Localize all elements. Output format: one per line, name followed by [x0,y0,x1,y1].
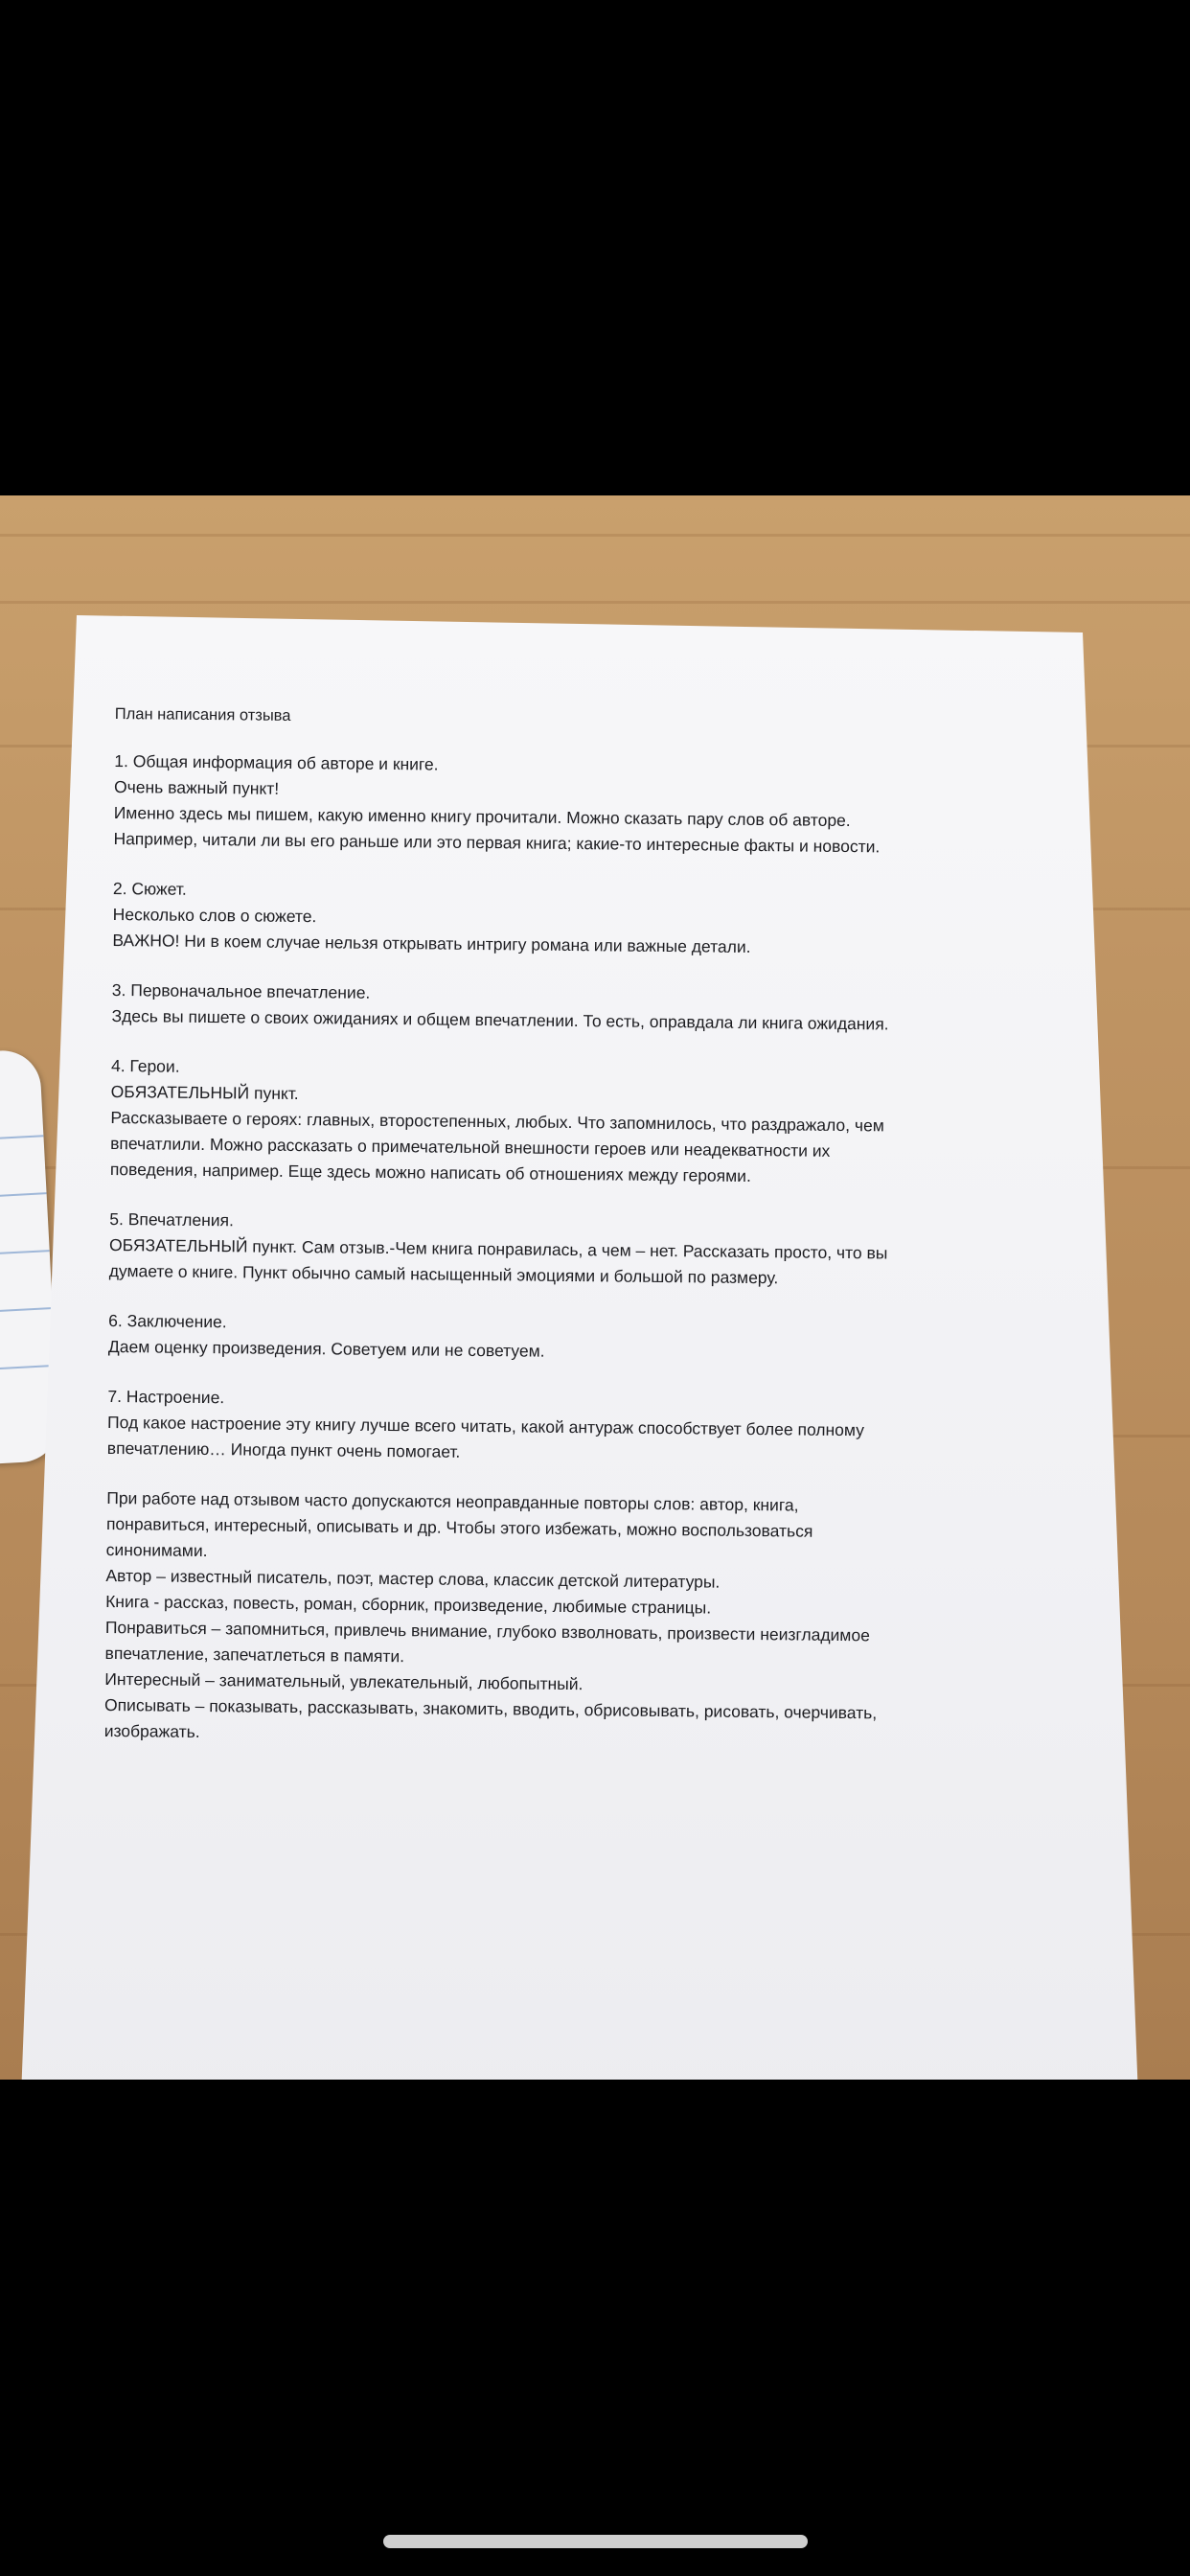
synonyms-line: синонимами. [105,1539,208,1561]
section-5 [109,1207,973,1293]
synonyms-line: Книга - рассказ, повесть, роман, сборник, произведение, любимые страницы. [105,1591,712,1618]
document-text [104,702,977,1753]
document-title: План написания отзыва [114,704,291,724]
section-line: поведения, например. Еще здесь можно написать об отношениях между героями. [109,1159,751,1185]
section-heading: 1. Общая информация об авторе и книге. [114,750,439,774]
synonyms-line: Описывать – показывать, рассказывать, знакомить, вводить, обрисовывать, рисовать, очерчивать, [103,1694,878,1723]
section-heading: 4. Герои. [110,1055,180,1076]
section-line: Даем оценку произведения. Советуем или не советуем. [107,1336,545,1361]
section-heading: 3. Первоначальное впечатление. [111,979,371,1002]
synonyms-line: Автор – известный писатель, поэт, мастер слова, классик детской литературы. [105,1565,721,1592]
synonyms-line: понравиться, интересный, описывать и др. Чтобы этого избежать, можно воспользоваться [105,1513,813,1541]
notebook-rule [0,1307,53,1315]
section-line: впечатлили. Можно рассказать о примечательной внешности героев или неадекватности их [110,1133,831,1161]
synonyms-line: Интересный – занимательный, увлекательный, любопытный. [104,1668,584,1694]
section-line: ОБЯЗАТЕЛЬНЫЙ пункт. [110,1081,299,1104]
section-3 [111,978,974,1038]
wood-grain [0,601,1190,604]
section-1 [113,748,976,861]
synonyms-block [104,1485,970,1753]
section-line: ВАЖНО! Ни в коем случае нельзя открывать интригу романа или важные детали. [112,930,751,956]
notebook-rule [0,1135,43,1142]
section-line: Например, читали ли вы его раньше или это первая книга; какие-то интересные факты и новости. [113,828,881,857]
section-heading: 5. Впечатления. [109,1208,235,1230]
notebook-rule [0,1192,47,1200]
notebook-rule [0,1250,50,1257]
section-line: Здесь вы пишете о своих ожиданиях и общем впечатлении. То есть, оправдала ли книга ожидания. [111,1005,889,1034]
wood-grain [0,534,1190,537]
section-line: Рассказываете о героях: главных, второстепенных, любых. Что запомнилось, что раздражало, чем [110,1107,884,1136]
synonyms-line: впечатление, запечатлеться в памяти. [104,1643,405,1667]
notebook-rule [0,1365,56,1372]
home-indicator[interactable] [383,2535,808,2548]
synonyms-line: изображать. [103,1720,200,1741]
section-heading: 7. Настроение. [107,1386,225,1408]
section-line: Очень важный пункт! [113,776,280,798]
section-line: Именно здесь мы пишем, какую именно книгу прочитали. Можно сказать пару слов об авторе. [113,802,851,831]
section-line: ОБЯЗАТЕЛЬНЫЙ пункт. Сам отзыв.-Чем книга понравилась, а чем – нет. Рассказать просто, что вы [108,1234,888,1263]
section-line: впечатлению… Иногда пункт очень помогает. [106,1438,461,1461]
synonyms-line: Понравиться – запомниться, привлечь внимание, глубоко взволновать, произвести неизгладимое [104,1617,870,1645]
section-line: Под какое настроение эту книгу лучше всего читать, какой антураж способствует более полному [107,1412,865,1440]
section-line: думаете о книге. Пункт обычно самый насыщенный эмоциями и большой по размеру. [108,1260,779,1288]
section-4 [110,1053,973,1191]
section-2 [112,876,975,962]
section-6 [108,1308,972,1368]
section-heading: 6. Заключение. [108,1310,227,1332]
section-line: Несколько слов о сюжете. [112,904,317,927]
section-heading: 2. Сюжет. [112,878,187,899]
synonyms-line: При работе над отзывом часто допускаются неоправданные повторы слов: автор, книга, [106,1487,799,1515]
photo [0,495,1190,2080]
section-7 [107,1384,971,1470]
